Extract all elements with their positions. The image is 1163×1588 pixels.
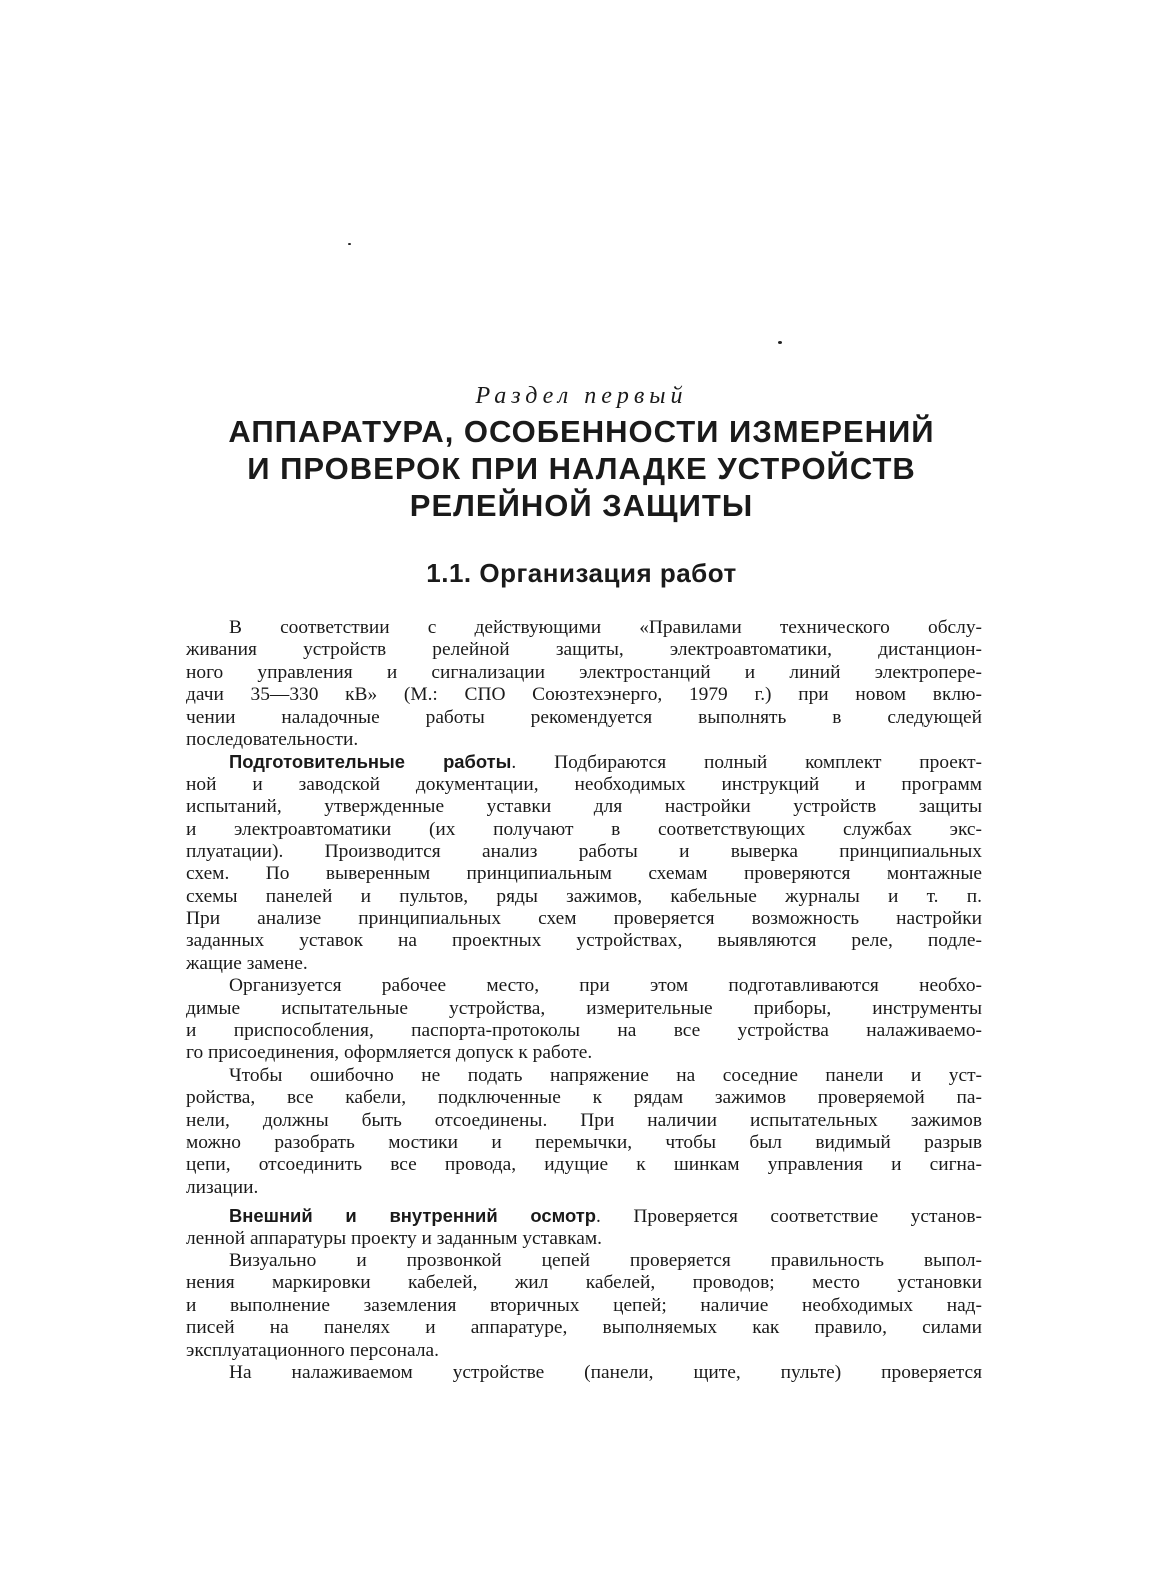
text-line: ного управления и сигнализации электростанций и линий электропере- bbox=[186, 661, 982, 683]
paragraph bbox=[186, 1065, 982, 1199]
text-line: нения маркировки кабелей, жил кабелей, проводов; место установки bbox=[186, 1272, 982, 1294]
text-line: чении наладочные работы рекомендуется выполнять в следующей bbox=[186, 706, 982, 728]
paragraph bbox=[186, 617, 982, 751]
paragraph bbox=[186, 975, 982, 1065]
text-fragment: . Подбираются полный комплект проект- bbox=[511, 752, 982, 774]
section-title bbox=[0, 413, 1163, 524]
subsection-heading: 1.1. Организация работ bbox=[426, 558, 737, 588]
text-line: димые испытательные устройства, измерительные приборы, инструменты bbox=[186, 997, 982, 1019]
text-line: заданных уставок на проектных устройствах, выявляются реле, подле- bbox=[186, 930, 982, 952]
scan-speck bbox=[348, 243, 351, 245]
paragraph bbox=[186, 1362, 982, 1384]
paragraph bbox=[186, 1250, 982, 1362]
text-line: Визуально и прозвонкой цепей проверяется правильность выпол- bbox=[229, 1249, 982, 1271]
text-line: В соответствии с действующими «Правилами технического обслу- bbox=[229, 617, 982, 638]
section-title-line: АППАРАТУРА, ОСОБЕННОСТИ ИЗМЕРЕНИЙ bbox=[228, 414, 935, 449]
paragraph bbox=[186, 1205, 982, 1250]
text-line: нели, должны быть отсоединены. При наличии испытательных зажимов bbox=[186, 1109, 982, 1131]
text-line bbox=[186, 751, 982, 773]
section-title-line: И ПРОВЕРОК ПРИ НАЛАДКЕ УСТРОЙСТВ bbox=[247, 451, 916, 486]
run-in-heading: Подготовительные работы bbox=[229, 751, 512, 773]
section-title-line: РЕЛЕЙНОЙ ЗАЩИТЫ bbox=[409, 488, 754, 523]
text-line: На налаживаемом устройстве (панели, щите, пульте) проверяется bbox=[229, 1361, 982, 1383]
text-line: эксплуатационного персонала. bbox=[186, 1339, 439, 1361]
run-in-heading: Внешний и внутренний осмотр bbox=[229, 1205, 597, 1227]
scan-speck bbox=[778, 341, 782, 344]
section-label: Раздел первый bbox=[475, 383, 688, 409]
text-fragment: . Проверяется соответствие установ- bbox=[596, 1206, 982, 1228]
text-line: ройства, все кабели, подключенные к рядам зажимов проверяемой па- bbox=[186, 1087, 982, 1109]
text-line: живания устройств релейной защиты, электроавтоматики, дистанцион- bbox=[186, 639, 982, 661]
text-line: и выполнение заземления вторичных цепей; наличие необходимых над- bbox=[186, 1294, 982, 1316]
text-line: ной и заводской документации, необходимых инструкций и программ bbox=[186, 773, 982, 795]
text-line: Чтобы ошибочно не подать напряжение на соседние панели и уст- bbox=[229, 1064, 982, 1086]
text-line: го присоединения, оформляется допуск к работе. bbox=[186, 1042, 593, 1064]
text-line: При анализе принципиальных схем проверяется возможность настройки bbox=[186, 908, 982, 930]
text-line: писей на панелях и аппаратуре, выполняемых как правило, силами bbox=[186, 1317, 982, 1339]
paragraph bbox=[186, 751, 982, 975]
text-line: и электроавтоматики (их получают в соответствующих службах экс- bbox=[186, 818, 982, 840]
text-line: дачи 35—330 кВ» (М.: СПО Союзтехэнерго, 1979 г.) при новом вклю- bbox=[186, 684, 982, 706]
text-line: лизации. bbox=[186, 1176, 259, 1198]
text-line: последовательности. bbox=[186, 728, 359, 750]
text-line: схемы панелей и пультов, ряды зажимов, кабельные журналы и т. п. bbox=[186, 885, 982, 907]
text-line: схем. По выверенным принципиальным схемам проверяются монтажные bbox=[186, 863, 982, 885]
text-line bbox=[186, 1205, 982, 1227]
text-line: Организуется рабочее место, при этом подготавливаются необхо- bbox=[229, 975, 982, 997]
text-line: плуатации). Производится анализ работы и выверка принципиальных bbox=[186, 840, 982, 862]
text-line: ленной аппаратуры проекту и заданным уставкам. bbox=[186, 1227, 602, 1249]
text-line: цепи, отсоединить все провода, идущие к шинкам управления и сигна- bbox=[186, 1154, 982, 1176]
text-line: можно разобрать мостики и перемычки, чтобы был видимый разрыв bbox=[186, 1131, 982, 1153]
text-line: жащие замене. bbox=[186, 952, 308, 974]
text-line: и приспособления, паспорта-протоколы на все устройства налаживаемо- bbox=[186, 1020, 982, 1042]
body-text bbox=[186, 617, 982, 1384]
text-line: испытаний, утвержденные уставки для настройки устройств защиты bbox=[186, 796, 982, 818]
